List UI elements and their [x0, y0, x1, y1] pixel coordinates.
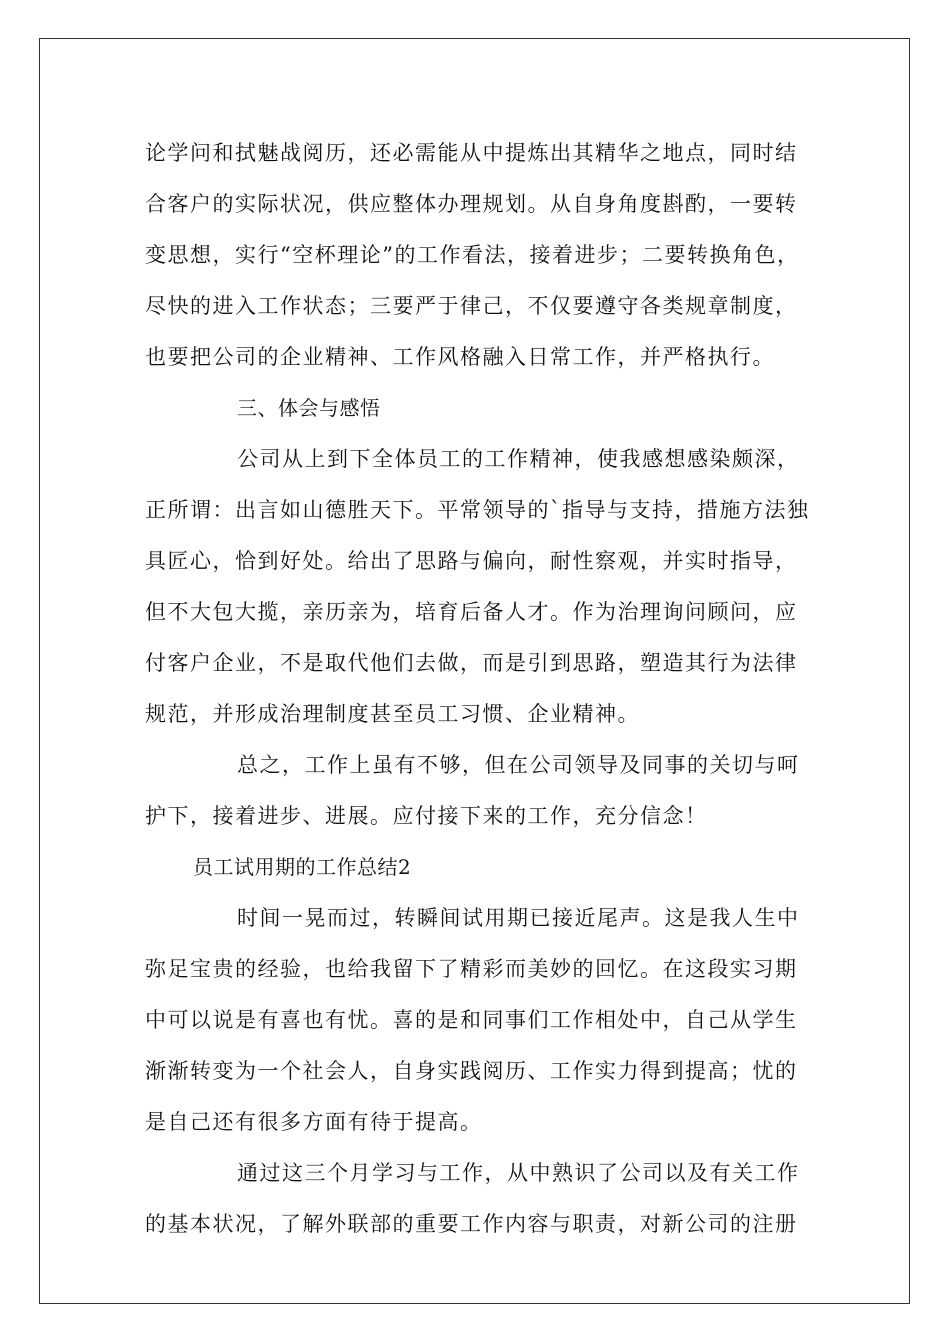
- text-line: 正所谓：出言如山德胜天下。平常领导的`指导与支持，措施方法独: [145, 498, 810, 522]
- text-line: 总之，工作上虽有不够，但在公司领导及同事的关切与呵: [237, 753, 800, 777]
- text-line: 合客户的实际状况，供应整体办理规划。从自身角度斟酌，一要转: [145, 192, 798, 216]
- section-heading: 三、体会与感悟: [237, 396, 381, 420]
- article-title: 员工试用期的工作总结2: [193, 855, 412, 879]
- text-line: 但不大包大揽，亲历亲为，培育后备人才。作为治理询问顾问，应: [145, 600, 798, 624]
- text-line: 时间一晃而过，转瞬间试用期已接近尾声。这是我人生中: [237, 906, 800, 930]
- text-line: 变思想，实行“空杯理论”的工作看法，接着进步；二要转换角色，: [145, 243, 800, 267]
- text-line: 中可以说是有喜也有忧。喜的是和同事们工作相处中，自己从学生: [145, 1008, 798, 1032]
- text-line: 付客户企业，不是取代他们去做，而是引到思路，塑造其行为法律: [145, 651, 798, 675]
- text-line: 公司从上到下全体员工的工作精神，使我感想感染颇深，: [237, 447, 800, 471]
- text-line: 规范，并形成治理制度甚至员工习惯、企业精神。: [145, 702, 640, 726]
- text-line: 的基本状况，了解外联部的重要工作内容与职责，对新公司的注册: [145, 1212, 798, 1236]
- text-line: 通过这三个月学习与工作，从中熟识了公司以及有关工作: [237, 1161, 800, 1185]
- text-line: 渐渐转变为一个社会人，自身实践阅历、工作实力得到提高；忧的: [145, 1059, 798, 1083]
- text-line: 具匠心，恰到好处。给出了思路与偏向，耐性察观，并实时指导，: [145, 549, 798, 573]
- text-line: 是自己还有很多方面有待于提高。: [145, 1110, 483, 1134]
- text-line: 弥足宝贵的经验，也给我留下了精彩而美妙的回忆。在这段实习期: [145, 957, 798, 981]
- text-line: 尽快的进入工作状态；三要严于律己，不仅要遵守各类规章制度，: [145, 294, 798, 318]
- text-line: 护下，接着进步、进展。应付接下来的工作，充分信念！: [145, 804, 708, 828]
- text-line: 也要把公司的企业精神、工作风格融入日常工作，并严格执行。: [145, 345, 775, 369]
- text-line: 论学问和拭魅战阅历，还必需能从中提炼出其精华之地点，同时结: [145, 141, 798, 165]
- document-body: [145, 128, 825, 1250]
